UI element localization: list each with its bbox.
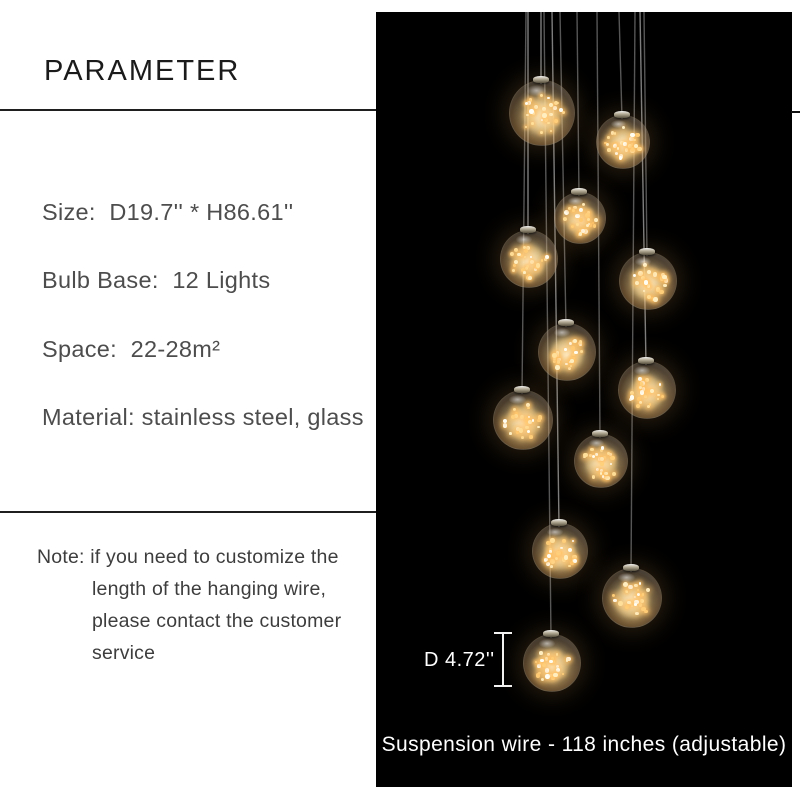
- fairy-light: [627, 601, 630, 604]
- fairy-light: [549, 103, 553, 107]
- glass-glint: [509, 395, 526, 404]
- fairy-light: [610, 456, 614, 460]
- globe-cap: [592, 430, 608, 437]
- fairy-light: [554, 119, 558, 123]
- glass-globe: [493, 390, 553, 450]
- fairy-light: [618, 601, 623, 606]
- fairy-light: [568, 565, 570, 567]
- note-line: Note: if you need to customize the: [37, 546, 339, 568]
- glass-glint: [547, 528, 563, 537]
- fairy-light: [635, 281, 639, 285]
- fairy-light: [542, 107, 546, 111]
- glass-glint: [527, 85, 546, 95]
- fairy-light: [600, 472, 603, 475]
- fairy-light: [521, 436, 524, 439]
- fairy-light: [537, 419, 540, 422]
- fairy-light: [573, 559, 577, 563]
- fairy-light: [586, 224, 589, 227]
- fairy-light: [600, 462, 604, 466]
- fairy-light: [592, 475, 596, 479]
- globe-cap: [558, 319, 574, 326]
- glass-glint: [589, 439, 605, 447]
- glass-glint: [611, 120, 627, 128]
- glass-glint: [516, 235, 533, 244]
- fairy-light: [635, 133, 639, 137]
- note-divider: [0, 511, 377, 513]
- fairy-light: [637, 147, 642, 152]
- fairy-light: [623, 142, 626, 145]
- fairy-light: [659, 290, 663, 294]
- note-line: service: [92, 642, 156, 664]
- fairy-light: [541, 678, 544, 681]
- fairy-light: [641, 276, 645, 280]
- fairy-light: [523, 271, 526, 274]
- fairy-light: [579, 232, 583, 236]
- fairy-light: [542, 113, 547, 118]
- fairy-light: [538, 415, 542, 419]
- globe-cap: [639, 248, 655, 255]
- fairy-light: [602, 475, 604, 477]
- fairy-light: [613, 599, 617, 603]
- fairy-light: [550, 559, 554, 563]
- fairy-light: [555, 365, 559, 369]
- fairy-light: [583, 453, 587, 457]
- fairy-light: [633, 139, 635, 141]
- spec-space: Space: 22-28m²: [42, 336, 221, 362]
- fairy-light: [575, 214, 579, 218]
- fairy-light: [512, 269, 515, 272]
- fairy-light: [582, 203, 585, 206]
- fairy-light: [594, 218, 598, 222]
- fairy-light: [607, 452, 610, 455]
- fairy-light: [552, 353, 557, 358]
- glass-globe: [554, 192, 606, 244]
- fairy-light: [605, 476, 610, 481]
- fairy-light: [640, 382, 643, 385]
- globe-cap: [514, 386, 530, 393]
- glass-globe: [596, 115, 650, 169]
- glass-globe: [523, 634, 581, 692]
- fairy-light: [647, 284, 651, 288]
- fairy-light: [537, 664, 540, 667]
- note-line: length of the hanging wire,: [92, 578, 327, 600]
- fairy-light: [553, 358, 556, 361]
- fairy-light: [579, 344, 582, 347]
- fairy-light: [553, 360, 556, 363]
- fairy-light: [662, 275, 667, 280]
- fairy-light: [564, 348, 566, 350]
- fairy-light: [595, 453, 597, 455]
- fairy-light: [564, 210, 569, 215]
- globes-layer: [376, 12, 792, 787]
- fairy-light: [619, 156, 623, 160]
- fairy-light: [529, 435, 532, 438]
- fairy-light: [553, 106, 557, 110]
- glass-glint: [634, 366, 651, 375]
- glass-globe: [538, 323, 596, 381]
- fairy-light: [572, 540, 574, 542]
- fairy-light: [639, 386, 642, 389]
- glass-glint: [539, 639, 556, 648]
- fairy-light: [517, 253, 520, 256]
- fairy-light: [568, 548, 572, 552]
- fairy-light: [540, 659, 543, 662]
- fairy-light: [626, 591, 628, 593]
- glass-glint: [618, 573, 635, 582]
- globe-cap: [571, 188, 587, 195]
- fairy-light: [633, 274, 636, 277]
- fairy-light: [661, 395, 664, 398]
- fairy-light: [641, 607, 645, 611]
- page-title: PARAMETER: [44, 55, 241, 87]
- fairy-light: [539, 651, 543, 655]
- fairy-light: [593, 224, 597, 228]
- fairy-light: [562, 539, 566, 543]
- fairy-light: [545, 255, 549, 259]
- globe-cap: [614, 111, 630, 118]
- product-photo: [376, 12, 792, 787]
- note-section: [37, 541, 357, 669]
- fairy-light: [557, 552, 560, 555]
- note-line: please contact the customer: [92, 610, 342, 632]
- glass-globe: [602, 568, 662, 628]
- fairy-light: [536, 263, 541, 268]
- fairy-light: [640, 390, 644, 394]
- fairy-light: [531, 122, 534, 125]
- height-tick-mark: [791, 111, 800, 113]
- fairy-light: [615, 152, 618, 155]
- fairy-light: [562, 111, 565, 114]
- glass-globe: [618, 361, 676, 419]
- fairy-light: [523, 246, 526, 249]
- fairy-light: [572, 209, 575, 212]
- globe-cap: [623, 564, 639, 571]
- spec-bulb-base: Bulb Base: 12 Lights: [42, 267, 271, 293]
- fairy-light: [529, 109, 534, 114]
- globe-cap: [520, 226, 536, 233]
- fairy-light: [545, 657, 548, 660]
- fairy-light: [630, 395, 635, 400]
- fairy-light: [634, 584, 637, 587]
- spec-size: Size: D19.7'' * H86.61'': [42, 199, 294, 225]
- fairy-light: [663, 284, 666, 287]
- fairy-light: [590, 448, 594, 452]
- fairy-light: [549, 660, 552, 663]
- fairy-light: [657, 394, 660, 397]
- fairy-light: [625, 148, 629, 152]
- fairy-light: [634, 603, 636, 605]
- photo-caption: Suspension wire - 118 inches (adjustable): [381, 733, 787, 756]
- globe-cap: [551, 519, 567, 526]
- fairy-light: [585, 213, 589, 217]
- fairy-light: [576, 223, 578, 225]
- fairy-light: [617, 147, 620, 150]
- fairy-light: [514, 248, 518, 252]
- fairy-light: [647, 270, 651, 274]
- globe-cap: [533, 76, 549, 83]
- fairy-light: [509, 432, 512, 435]
- fairy-light: [644, 395, 647, 398]
- globe-cap: [543, 630, 559, 637]
- fairy-light: [528, 276, 532, 280]
- fairy-light: [545, 674, 550, 679]
- fairy-light: [525, 126, 527, 128]
- glass-globe: [574, 434, 628, 488]
- fairy-light: [527, 430, 530, 433]
- title-underline: [0, 109, 377, 111]
- glass-glint: [554, 328, 571, 337]
- fairy-light: [536, 673, 540, 677]
- fairy-light: [503, 423, 507, 427]
- fairy-light: [570, 359, 574, 363]
- fairy-light: [580, 350, 583, 353]
- diameter-label: D 4.72'': [424, 649, 495, 671]
- fairy-light: [653, 297, 658, 302]
- fairy-light: [540, 131, 543, 134]
- glass-globe: [509, 80, 575, 146]
- spec-material: Material: stainless steel, glass: [42, 404, 364, 430]
- fairy-light: [545, 668, 550, 673]
- fairy-light: [526, 403, 530, 407]
- glass-globe: [532, 523, 588, 579]
- fairy-light: [568, 367, 571, 370]
- fairy-light: [612, 594, 615, 597]
- fairy-light: [579, 340, 583, 344]
- fairy-light: [642, 593, 645, 596]
- fairy-light: [557, 360, 560, 363]
- fairy-light: [579, 208, 583, 212]
- fairy-light: [631, 147, 634, 150]
- glass-globe: [619, 252, 677, 310]
- fairy-light: [556, 668, 560, 672]
- fairy-light: [530, 260, 534, 264]
- fairy-light: [639, 582, 642, 585]
- fairy-light: [637, 593, 640, 596]
- fairy-light: [550, 538, 555, 543]
- fairy-light: [520, 415, 524, 419]
- glass-glint: [568, 197, 583, 205]
- fairy-light: [646, 588, 650, 592]
- fairy-light: [637, 589, 639, 591]
- glass-globe: [500, 230, 558, 288]
- fairy-light: [547, 653, 549, 655]
- fairy-light: [550, 130, 552, 132]
- fairy-light: [612, 472, 616, 476]
- fairy-light: [569, 342, 572, 345]
- fairy-light: [525, 426, 528, 429]
- fairy-light: [643, 290, 645, 292]
- fairy-light: [549, 550, 552, 553]
- parameter-panel: [0, 0, 376, 800]
- fairy-light: [525, 267, 527, 269]
- fairy-light: [547, 122, 550, 125]
- fairy-light: [510, 252, 514, 256]
- fairy-light: [607, 148, 611, 152]
- fairy-light: [600, 457, 604, 461]
- fairy-light: [527, 407, 529, 409]
- glass-glint: [635, 257, 652, 266]
- fairy-light: [664, 278, 669, 283]
- fairy-light: [628, 585, 632, 589]
- fairy-light: [636, 404, 640, 408]
- globe-cap: [638, 357, 654, 364]
